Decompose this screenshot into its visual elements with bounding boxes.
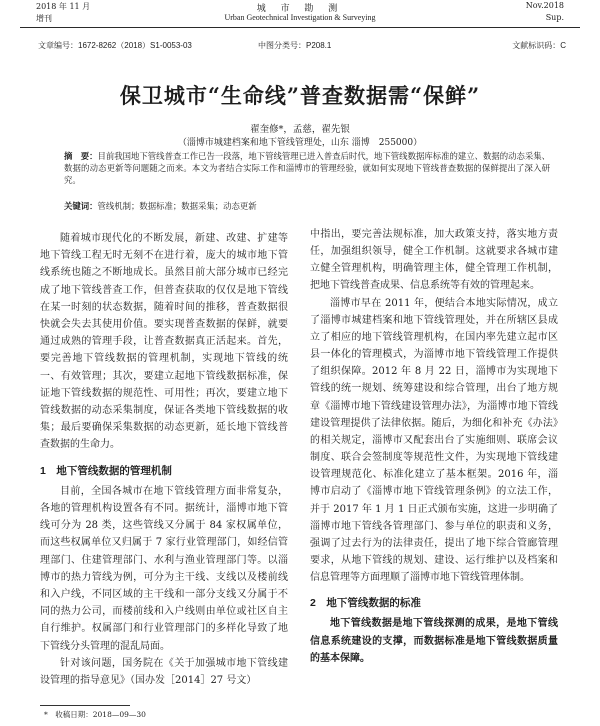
clc-number: 中图分类号：P208.1: [258, 41, 332, 50]
keywords-text: 管线机制；数据标准；数据采集；动态更新: [97, 201, 257, 211]
keywords-label: 关键词：: [64, 201, 98, 211]
intro-paragraph: 随着城市现代化的不断发展，新建、改建、扩建等地下管线工程无时无刻不在进行着，庞大的城市地下管线系统也随之不断地成长。虽然目前大部分城市已经完成了地下管线普查工作，但普查获取的仅仅是地下管线在某一时刻的状态数据，随着时间的推移，普查数据很快就会失去其使用价值。要实现普查数据的保鲜，就要通过成熟的管理手段，让普查数据真正活起来。首先，要完善地下管线数据的管理机制，实现地下管线的统一、有效管理；其次，要建立起地下管线数据标准，保证地下管线数据的规范性、可用性；再次，要建立地下管线数据的动态采集制度，保证各类地下管线数据的收集；最后要确保采集数据的动态更新，延长地下管线普查数据的生命力。: [40, 233, 288, 451]
journal-name-cn: 城 市 勘 测: [256, 4, 344, 14]
right-column: [310, 226, 558, 667]
footnote: * 收稿日期：2018—09—30: [44, 710, 146, 719]
abstract-label: 摘 要：: [64, 151, 98, 161]
article-title: 保卫城市“生命线”普查数据需“保鲜”: [119, 83, 481, 108]
article-meta: [38, 40, 566, 52]
section-1-heading: 1 地下管线数据的管理机制: [40, 464, 172, 477]
right-paragraph-2: 淄博市早在 2011 年，便结合本地实际情况，成立了淄博市城建档案和地下管线管理处，并在所辖区县成立了相应的地下管线管理机构，在国内率先建立起市区县一体化的管理模式，为淄博市地下管线管理工作提供了组织保障。2012 年 8 月 22 日，淄博市为实现地下管线的统一规划、统筹建设和综合管理，出台了地方规章《淄博市地下管线建设管理办法》，为淄博市地下管线建设管理提供了法律依据。随后，为细化和补充《办法》的相关规定，淄博市又配套出台了实施细则、联席会议制度、联合会签制度等规范性文件，为实现地下管线建设管理规范化、标准化建立了基本框架。2016 年，淄博市启动了《淄博市地下管线管理条例》的立法工作，并于 2017 年 1 月 1 日正式颁布实施，这进一步明确了淄博市地下管线各管理部门、参与单位的职责和义务，强调了过去行为的法律责任，提出了地下综合管廊管理要求，从地下管线的规划、建设、运行维护以及档案和信息管理等方面理顺了淄博市地下管线管理体制。: [310, 297, 558, 584]
left-column: [40, 230, 288, 689]
header-rule: [20, 27, 580, 28]
journal-name-en: Urban Geotechnical Investigation & Surveying: [224, 13, 376, 22]
header-supplement-en: Sup.: [545, 13, 564, 22]
footnote-rule: [40, 705, 130, 706]
header-date: 2018 年 11 月: [36, 2, 91, 11]
article-number: 文章编号：1672-8262（2018）S1-0053-03: [38, 41, 192, 50]
header-supplement: 增刊: [36, 14, 52, 23]
running-header: [0, 0, 600, 30]
section-1-paragraph-1: 目前，全国各城市在地下管线管理方面非常复杂，各地的管理机构设置各有不同。据统计，淄博市地下管线可分为 28 类，这些管线又分属于 84 家权属单位，而这些权属单位又归属于 7 家行业管理部门，如经信管理部门、住建管理部门、水利与渔业管理部门等。以淄博市的热力管线为例，可分为主干线、支线以及楼前线和入户线，不同区域的主干线和一部分支线又分属于不同的热力公司，而楼前线和入户线则由单位或社区自主自行维护。权属部门和行业管理部门的多样化导致了地下管线分头管理的混乱局面。: [40, 485, 288, 652]
authors: 翟奎修*，孟慈，翟先银: [250, 124, 350, 135]
section-2-heading: 2 地下管线数据的标准: [310, 597, 421, 610]
section-1-paragraph-2: 针对该问题，国务院在《关于加强城市地下管线建设管理的指导意见》（国办发［2014］27 号文）: [40, 657, 288, 687]
section-2-paragraph-1: 地下管线数据是地下管线探测的成果，是地下管线信息系统建设的支撑，而数据标准是地下管线数据质量的基本保障。: [310, 618, 558, 664]
header-date-en: Nov.2018: [525, 1, 564, 10]
document-code: 文献标识码：C: [512, 41, 566, 50]
right-paragraph-1: 中指出，要完善法规标准，加大政策支持，落实地方责任，加强组织领导，健全工作机制。这就要求各城市建立健全管理机构，明确管理主体，健全管理工作机制，把地下管线普查成果、信息系统等有效的管理起来。: [310, 229, 558, 292]
abstract: [64, 150, 550, 186]
affiliation: （淄博市城建档案和地下管线管理处，山东 淄博 255000）: [177, 138, 423, 148]
abstract-text: 目前我国地下管线普查工作已告一段落，地下管线管理已进入普查后时代，地下管线数据库标准的建立、数据的动态采集、数据的动态更新等问题随之而来。本文为者结合实际工作和淄博市的管理经验，就如何实现地下管线普查数据的保鲜提出了深入研究。: [64, 151, 551, 185]
keywords: [64, 200, 550, 212]
